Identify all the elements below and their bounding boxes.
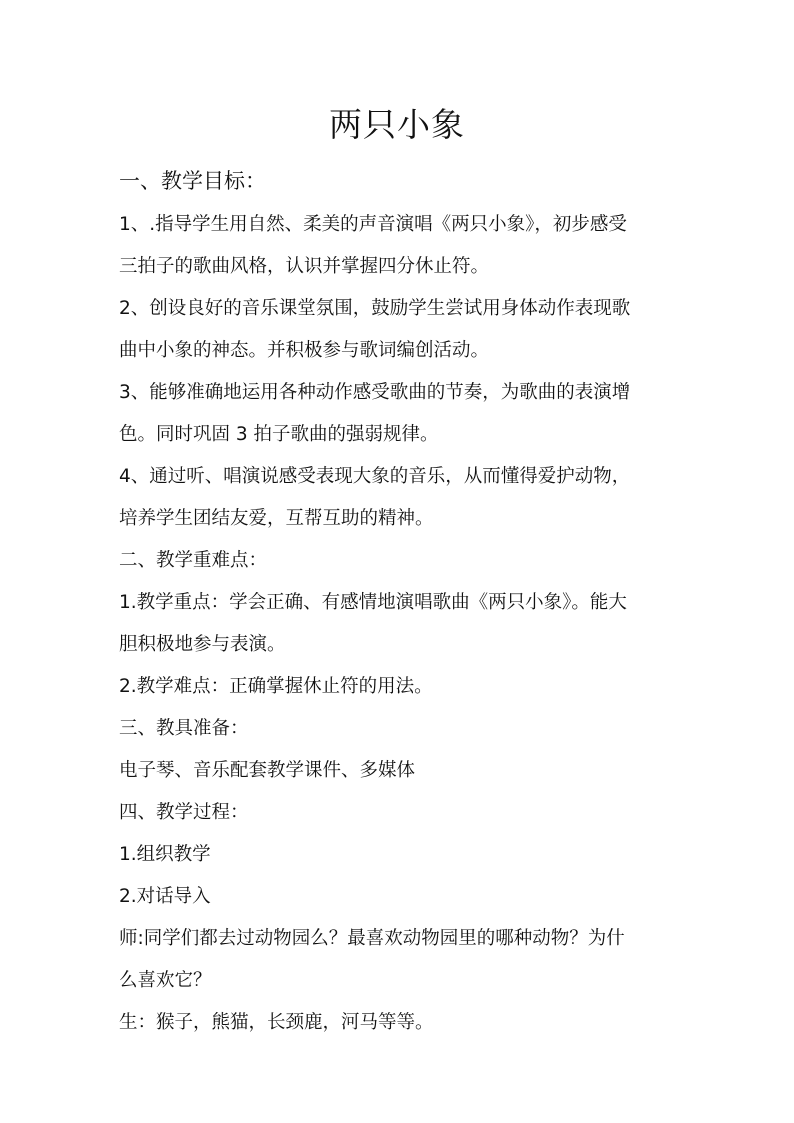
section-heading-objectives: 一、教学目标： — [119, 169, 266, 193]
paragraph-line: 1、.指导学生用自然、柔美的声音演唱《两只小象》，初步感受 — [119, 214, 627, 235]
paragraph-line: 4、通过听、唱演说感受表现大象的音乐，从而懂得爱护动物， — [119, 466, 631, 487]
document-title: 两只小象 — [329, 105, 465, 144]
paragraph-line: 1.组织教学 — [119, 844, 211, 865]
paragraph-line: 2.教学难点：正确掌握休止符的用法。 — [119, 676, 433, 697]
paragraph-line: 色。同时巩固 3 拍子歌曲的强弱规律。 — [119, 424, 439, 445]
document-body — [119, 168, 679, 1053]
paragraph-line: 培养学生团结友爱，互帮互助的精神。 — [119, 508, 434, 529]
paragraph-line: 2.对话导入 — [119, 886, 211, 907]
paragraph-line: 曲中小象的神态。并积极参与歌词编创活动。 — [119, 340, 490, 361]
section-heading-key-points: 二、教学重难点： — [119, 550, 268, 571]
paragraph-line: 电子琴、音乐配套教学课件、多媒体 — [119, 760, 416, 781]
paragraph-line: 么喜欢它？ — [119, 970, 212, 991]
paragraph-line: 2、创设良好的音乐课堂氛围，鼓励学生尝试用身体动作表现歌 — [119, 298, 631, 319]
paragraph-line: 胆积极地参与表演。 — [119, 634, 286, 655]
paragraph-line: 师:同学们都去过动物园么？最喜欢动物园里的哪种动物？为什 — [119, 928, 625, 949]
paragraph-line: 生：猴子，熊猫，长颈鹿，河马等等。 — [119, 1012, 434, 1033]
section-heading-materials: 三、教具准备： — [119, 718, 249, 739]
section-heading-process: 四、教学过程： — [119, 802, 249, 823]
paragraph-line: 三拍子的歌曲风格，认识并掌握四分休止符。 — [119, 256, 490, 277]
paragraph-line: 1.教学重点：学会正确、有感情地演唱歌曲《两只小象》。能大 — [119, 592, 627, 613]
paragraph-line: 3、能够准确地运用各种动作感受歌曲的节奏，为歌曲的表演增 — [119, 382, 631, 403]
